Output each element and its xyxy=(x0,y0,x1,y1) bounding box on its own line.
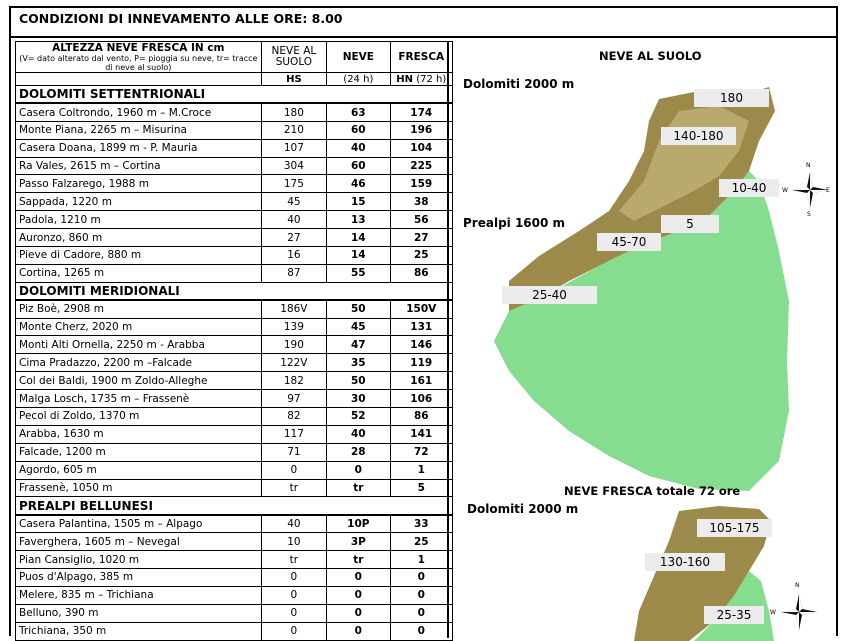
h24-cell: 55 xyxy=(327,264,390,282)
station-cell: Belluno, 390 m xyxy=(16,604,262,622)
hs-cell: tr xyxy=(261,551,326,569)
h24-cell: 10P xyxy=(327,515,390,533)
h24-cell: 14 xyxy=(327,247,390,265)
station-cell: Monte Piana, 2265 m – Misurina xyxy=(16,121,262,139)
compass-n: N xyxy=(806,162,811,169)
compass-n: N xyxy=(795,582,800,589)
header-col2-line1: NEVE AL xyxy=(271,45,317,57)
h24-cell: 30 xyxy=(327,390,390,408)
hs-cell: 190 xyxy=(261,336,326,354)
table-row xyxy=(16,336,453,354)
table-row xyxy=(16,139,453,157)
map1-value-box: 5 xyxy=(661,215,719,233)
station-cell: Pecol di Zoldo, 1370 m xyxy=(16,408,262,426)
compass-w: W xyxy=(782,187,788,194)
map1-value-box: 25-40 xyxy=(502,286,597,304)
station-cell: Piz Boè, 2908 m xyxy=(16,300,262,318)
header-col2-line2: SUOLO xyxy=(275,56,313,68)
h24-cell: 0 xyxy=(327,586,390,604)
h72-cell: 0 xyxy=(390,586,452,604)
table-row xyxy=(16,211,453,229)
h24-cell: tr xyxy=(327,479,390,497)
header-24h: (24 h) xyxy=(327,73,390,86)
hs-cell: 139 xyxy=(261,318,326,336)
hs-cell: 40 xyxy=(261,515,326,533)
station-cell: Melere, 835 m – Trichiana xyxy=(16,586,262,604)
snow-table xyxy=(15,41,453,641)
h24-cell: 13 xyxy=(327,211,390,229)
table-row xyxy=(16,461,453,479)
page-title: CONDIZIONI DI INNEVAMENTO ALLE ORE: 8.00 xyxy=(11,8,836,38)
table-row xyxy=(16,604,453,622)
station-cell: Passo Falzarego, 1988 m xyxy=(16,175,262,193)
hs-cell: 0 xyxy=(261,586,326,604)
map-panel xyxy=(447,41,838,638)
h24-cell: 0 xyxy=(327,622,390,640)
h24-cell: 63 xyxy=(327,103,390,121)
hs-cell: 16 xyxy=(261,247,326,265)
table-row xyxy=(16,229,453,247)
h72-cell: 131 xyxy=(390,318,452,336)
compass-s: S xyxy=(807,211,811,218)
h24-cell: 0 xyxy=(327,569,390,587)
hs-cell: 180 xyxy=(261,103,326,121)
station-cell: Faverghera, 1605 m – Nevegal xyxy=(16,533,262,551)
header-hn-72h xyxy=(390,73,452,86)
map2-value-box: 130-160 xyxy=(645,553,725,571)
station-cell: Pian Cansiglio, 1020 m xyxy=(16,551,262,569)
h72-cell: 0 xyxy=(390,622,452,640)
table-row xyxy=(16,533,453,551)
table-row xyxy=(16,264,453,282)
table-row xyxy=(16,121,453,139)
h72-cell: 0 xyxy=(390,569,452,587)
hs-cell: 97 xyxy=(261,390,326,408)
h24-cell: 40 xyxy=(327,139,390,157)
station-cell: Trichiana, 350 m xyxy=(16,622,262,640)
hs-cell: 182 xyxy=(261,372,326,390)
h72-cell: 106 xyxy=(390,390,452,408)
h72-cell: 146 xyxy=(390,336,452,354)
station-cell: Ra Vales, 2615 m – Cortina xyxy=(16,157,262,175)
compass-e: E xyxy=(826,187,830,194)
section-header xyxy=(16,497,453,515)
section-title: DOLOMITI MERIDIONALI xyxy=(16,282,453,300)
compass-icon xyxy=(776,589,822,635)
h72-cell: 161 xyxy=(390,372,452,390)
hs-cell: 27 xyxy=(261,229,326,247)
h72-cell: 25 xyxy=(390,247,452,265)
station-cell: Auronzo, 860 m xyxy=(16,229,262,247)
h24-cell: tr xyxy=(327,551,390,569)
h24-cell: 35 xyxy=(327,354,390,372)
h72-cell: 72 xyxy=(390,443,452,461)
station-cell: Falcade, 1200 m xyxy=(16,443,262,461)
header-col1-title: ALTEZZA NEVE FRESCA IN cm xyxy=(52,42,225,54)
hs-cell: 71 xyxy=(261,443,326,461)
h72-cell: 38 xyxy=(390,193,452,211)
map1-label-dolomiti: Dolomiti 2000 m xyxy=(463,77,575,91)
h72-cell: 119 xyxy=(390,354,452,372)
map1-value-box: 180 xyxy=(694,89,769,107)
h24-cell: 52 xyxy=(327,408,390,426)
hs-cell: tr xyxy=(261,479,326,497)
hs-cell: 10 xyxy=(261,533,326,551)
table-row xyxy=(16,408,453,426)
hs-cell: 117 xyxy=(261,425,326,443)
station-cell: Casera Doana, 1899 m - P. Mauria xyxy=(16,139,262,157)
table-row xyxy=(16,318,453,336)
section-title: DOLOMITI SETTENTRIONALI xyxy=(16,86,453,104)
h72-cell: 104 xyxy=(390,139,452,157)
station-cell: Monte Cherz, 2020 m xyxy=(16,318,262,336)
table-row xyxy=(16,479,453,497)
station-cell: Sappada, 1220 m xyxy=(16,193,262,211)
h72-cell: 33 xyxy=(390,515,452,533)
table-row xyxy=(16,569,453,587)
station-cell: Pieve di Cadore, 880 m xyxy=(16,247,262,265)
h24-cell: 60 xyxy=(327,157,390,175)
table-row xyxy=(16,300,453,318)
map1-value-box: 45-70 xyxy=(597,233,661,251)
h24-cell: 50 xyxy=(327,300,390,318)
header-spacer xyxy=(16,73,262,86)
map1-value-box: 140-180 xyxy=(661,127,736,145)
h72-cell: 196 xyxy=(390,121,452,139)
table-row xyxy=(16,586,453,604)
station-cell: Frassenè, 1050 m xyxy=(16,479,262,497)
h72-cell: 159 xyxy=(390,175,452,193)
h72-cell: 141 xyxy=(390,425,452,443)
hs-cell: 304 xyxy=(261,157,326,175)
station-cell: Padola, 1210 m xyxy=(16,211,262,229)
h72-cell: 150V xyxy=(390,300,452,318)
station-cell: Casera Palantina, 1505 m – Alpago xyxy=(16,515,262,533)
table-row xyxy=(16,443,453,461)
map2-value-box: 25-35 xyxy=(704,606,764,624)
h72-cell: 1 xyxy=(390,551,452,569)
h24-cell: 60 xyxy=(327,121,390,139)
header-hs: HS xyxy=(261,73,326,86)
h24-cell: 40 xyxy=(327,425,390,443)
station-cell: Agordo, 605 m xyxy=(16,461,262,479)
map1-label-prealpi: Prealpi 1600 m xyxy=(463,216,566,230)
table-row xyxy=(16,390,453,408)
hs-cell: 0 xyxy=(261,569,326,587)
h72-cell: 25 xyxy=(390,533,452,551)
hs-cell: 87 xyxy=(261,264,326,282)
station-cell: Cortina, 1265 m xyxy=(16,264,262,282)
h72-cell: 174 xyxy=(390,103,452,121)
section-header xyxy=(16,86,453,104)
table-row xyxy=(16,372,453,390)
header-neve: NEVE xyxy=(327,42,390,73)
table-row xyxy=(16,622,453,640)
map1-title: NEVE AL SUOLO xyxy=(599,49,702,63)
h72-cell: 1 xyxy=(390,461,452,479)
hs-cell: 82 xyxy=(261,408,326,426)
header-snow-ground xyxy=(261,42,326,73)
station-cell: Malga Losch, 1735 m – Frassenè xyxy=(16,390,262,408)
section-header xyxy=(16,282,453,300)
hs-cell: 107 xyxy=(261,139,326,157)
h24-cell: 0 xyxy=(327,604,390,622)
table-row xyxy=(16,551,453,569)
hs-cell: 122V xyxy=(261,354,326,372)
h24-cell: 14 xyxy=(327,229,390,247)
h72-cell: 27 xyxy=(390,229,452,247)
map2-value-box: 105-175 xyxy=(697,519,772,537)
map2-title: NEVE FRESCA totale 72 ore xyxy=(564,484,741,498)
h24-cell: 15 xyxy=(327,193,390,211)
station-cell: Col dei Baldi, 1900 m Zoldo-Alleghe xyxy=(16,372,262,390)
map1-value-box: 10-40 xyxy=(719,179,779,197)
header-hn: HN xyxy=(396,73,414,85)
h24-cell: 28 xyxy=(327,443,390,461)
hs-cell: 0 xyxy=(261,622,326,640)
station-cell: Cima Pradazzo, 2200 m –Falcade xyxy=(16,354,262,372)
hs-cell: 0 xyxy=(261,604,326,622)
hs-cell: 210 xyxy=(261,121,326,139)
table-row xyxy=(16,515,453,533)
bulletin-frame xyxy=(9,6,838,636)
header-legend-note: (V= dato alterato dal vento, P= pioggia su neve, tr= tracce di neve al suolo) xyxy=(19,54,258,72)
h72-cell: 5 xyxy=(390,479,452,497)
h24-cell: 45 xyxy=(327,318,390,336)
table-row xyxy=(16,103,453,121)
header-72h: (72 h) xyxy=(416,73,447,85)
table-row xyxy=(16,175,453,193)
h24-cell: 46 xyxy=(327,175,390,193)
station-cell: Monti Alti Ornella, 2250 m - Arabba xyxy=(16,336,262,354)
table-row xyxy=(16,157,453,175)
station-cell: Puos d'Alpago, 385 m xyxy=(16,569,262,587)
h72-cell: 86 xyxy=(390,408,452,426)
header-fresca: FRESCA xyxy=(390,42,452,73)
h72-cell: 86 xyxy=(390,264,452,282)
hs-cell: 40 xyxy=(261,211,326,229)
h72-cell: 225 xyxy=(390,157,452,175)
table-row xyxy=(16,193,453,211)
h24-cell: 3P xyxy=(327,533,390,551)
hs-cell: 0 xyxy=(261,461,326,479)
h72-cell: 56 xyxy=(390,211,452,229)
map2-label-dolomiti: Dolomiti 2000 m xyxy=(467,502,579,516)
header-fresh-snow xyxy=(16,42,262,73)
table-row xyxy=(16,354,453,372)
section-title: PREALPI BELLUNESI xyxy=(16,497,453,515)
station-cell: Arabba, 1630 m xyxy=(16,425,262,443)
table-row xyxy=(16,247,453,265)
h24-cell: 0 xyxy=(327,461,390,479)
compass-w: W xyxy=(770,609,776,616)
h24-cell: 47 xyxy=(327,336,390,354)
h72-cell: 0 xyxy=(390,604,452,622)
h24-cell: 50 xyxy=(327,372,390,390)
table-row xyxy=(16,425,453,443)
hs-cell: 45 xyxy=(261,193,326,211)
station-cell: Casera Coltrondo, 1960 m – M.Croce xyxy=(16,103,262,121)
hs-cell: 175 xyxy=(261,175,326,193)
hs-cell: 186V xyxy=(261,300,326,318)
